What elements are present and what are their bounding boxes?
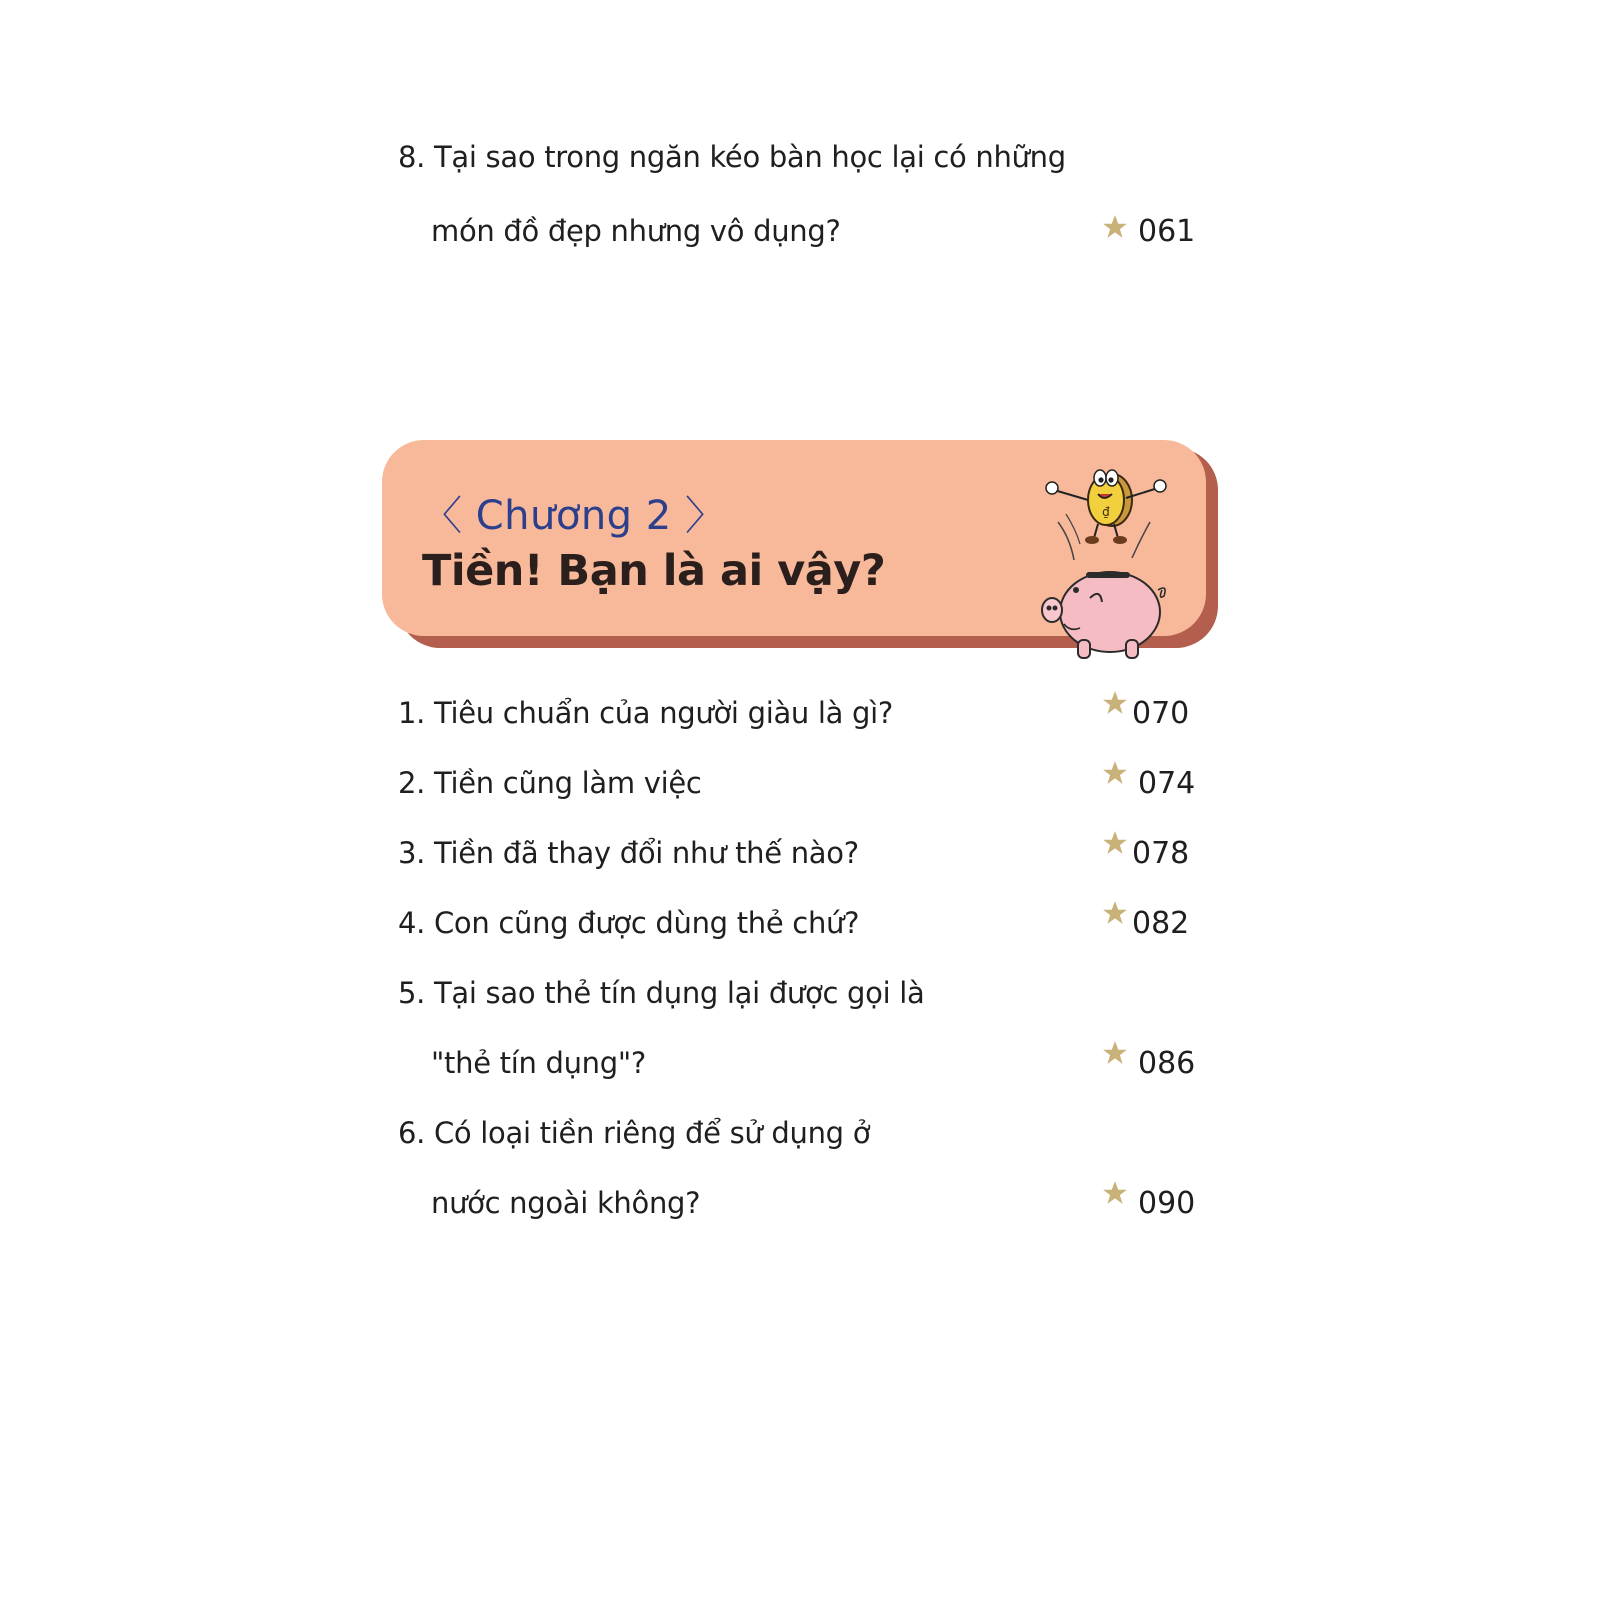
- star-icon: [1102, 900, 1128, 926]
- toc-entry-3-page: 078: [1132, 836, 1190, 871]
- toc-entry-4: 4. Con cũng được dùng thẻ chứ?: [398, 906, 860, 940]
- toc-entry-3: 3. Tiền đã thay đổi như thế nào?: [398, 836, 859, 870]
- toc-entry-8-line2: món đồ đẹp nhưng vô dụng?: [431, 214, 841, 248]
- toc-entry-6-line1: 6. Có loại tiền riêng để sử dụng ở: [398, 1116, 871, 1150]
- star-icon: [1102, 830, 1128, 856]
- toc-entry-1: 1. Tiêu chuẩn của người giàu là gì?: [398, 696, 894, 730]
- toc-entry-6-page: 090: [1138, 1186, 1196, 1221]
- coin-piggy-illustration: [1040, 460, 1180, 670]
- toc-entry-2: 2. Tiền cũng làm việc: [398, 766, 702, 800]
- toc-entry-6-line2: nước ngoài không?: [431, 1186, 701, 1220]
- star-icon: [1102, 1040, 1128, 1066]
- svg-text:₫: ₫: [1102, 505, 1110, 519]
- toc-entry-5-line1: 5. Tại sao thẻ tín dụng lại được gọi là: [398, 976, 925, 1010]
- toc-entry-5-page: 086: [1138, 1046, 1196, 1081]
- toc-entry-1-page: 070: [1132, 696, 1190, 731]
- star-icon: [1102, 760, 1128, 786]
- toc-entry-5-line2: "thẻ tín dụng"?: [431, 1046, 646, 1080]
- toc-entry-2-page: 074: [1138, 766, 1196, 801]
- star-icon: [1102, 214, 1128, 240]
- star-icon: [1102, 1180, 1128, 1206]
- toc-entry-4-page: 082: [1132, 906, 1190, 941]
- star-icon: [1102, 690, 1128, 716]
- chapter-label: 〈 Chương 2 〉: [422, 493, 726, 539]
- toc-entry-8-page: 061: [1138, 214, 1196, 249]
- toc-entry-8-line1: 8. Tại sao trong ngăn kéo bàn học lại có những: [398, 140, 1066, 174]
- chapter-title: Tiền! Bạn là ai vậy?: [422, 546, 886, 596]
